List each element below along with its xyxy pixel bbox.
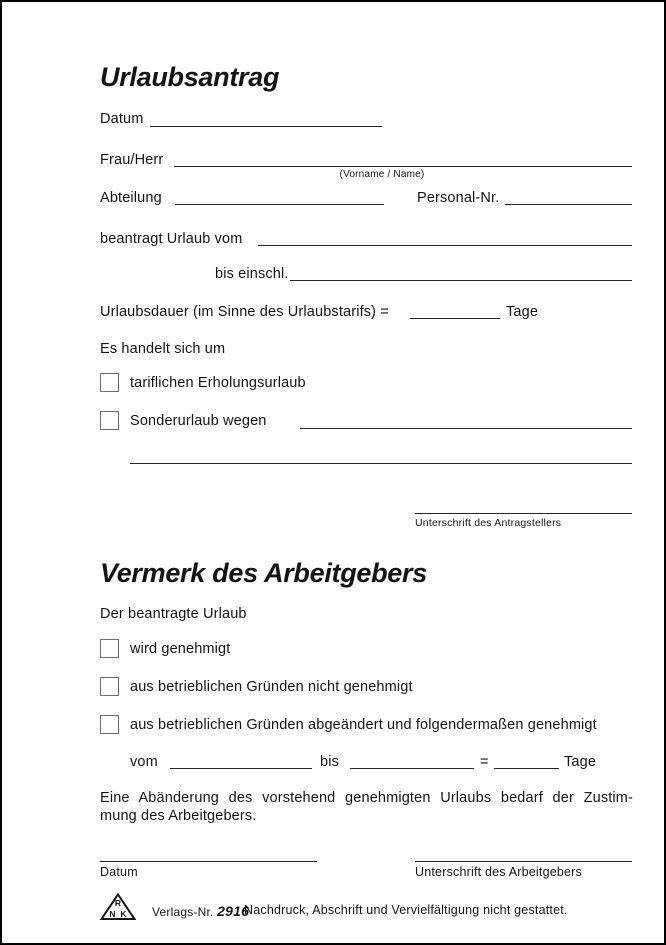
checkbox-abgeaendert-genehmigt[interactable] — [100, 715, 119, 734]
datum-field-line[interactable] — [150, 126, 382, 127]
verlags-nr-value: 2916 — [217, 903, 250, 919]
bis-label: bis — [320, 754, 339, 770]
checkbox-wird-genehmigt[interactable] — [100, 639, 119, 658]
checkbox-nicht-genehmigt[interactable] — [100, 677, 119, 696]
bis-einschl-label: bis einschl. — [215, 266, 289, 282]
geaendert-vom-field-line[interactable] — [170, 768, 312, 769]
abteilung-field-line[interactable] — [175, 204, 384, 205]
checkbox-wird-genehmigt-label: wird genehmigt — [130, 641, 231, 657]
sonderurlaub-grund-field-line-2[interactable] — [130, 463, 632, 464]
abaenderung-note — [100, 790, 633, 825]
abaenderung-note-line1: Eine Abänderung des vorstehend genehmigten Urlaubs bedarf der Zustim- — [100, 790, 633, 806]
personal-nr-label: Personal-Nr. — [417, 190, 500, 206]
geaendert-tage-field-line[interactable] — [494, 768, 559, 769]
checkbox-tariflicher-erholungsurlaub-label: tariflichen Erholungsurlaub — [130, 375, 306, 391]
urlaub-vom-field-line[interactable] — [258, 245, 632, 246]
checkbox-tariflicher-erholungsurlaub[interactable] — [100, 373, 119, 392]
checkbox-sonderurlaub-label: Sonderurlaub wegen — [130, 413, 267, 429]
abteilung-label: Abteilung — [100, 190, 162, 206]
abaenderung-note-line2: mung des Arbeitgebers. — [100, 807, 257, 824]
der-beantragte-urlaub-label: Der beantragte Urlaub — [100, 606, 247, 622]
logo-letter-n: N — [109, 909, 116, 919]
datum-arbeitgeber-line[interactable] — [100, 861, 317, 862]
bis-einschl-field-line[interactable] — [290, 280, 632, 281]
unterschrift-antragsteller-label: Unterschrift des Antragstellers — [415, 517, 562, 529]
tage-label: Tage — [506, 304, 539, 320]
vom-label: vom — [130, 754, 158, 770]
datum-bottom-label: Datum — [100, 865, 138, 879]
verlags-nr — [152, 903, 249, 919]
form-title: Urlaubsantrag — [100, 62, 280, 92]
name-field-line[interactable] — [174, 166, 632, 167]
unterschrift-antragsteller-line[interactable] — [415, 513, 632, 514]
unterschrift-arbeitgeber-line[interactable] — [415, 861, 632, 862]
tage-label-2: Tage — [564, 754, 597, 770]
beantragt-urlaub-vom-label: beantragt Urlaub vom — [100, 231, 243, 247]
unterschrift-arbeitgeber-label: Unterschrift des Arbeitgebers — [415, 865, 582, 879]
personal-nr-field-line[interactable] — [505, 204, 632, 205]
datum-label: Datum — [100, 111, 144, 127]
checkbox-nicht-genehmigt-label: aus betrieblichen Gründen nicht genehmigt — [130, 679, 413, 695]
verlags-nr-label: Verlags-Nr. — [152, 905, 214, 919]
equals-label: = — [480, 754, 489, 770]
sonderurlaub-grund-field-line[interactable] — [300, 428, 632, 429]
checkbox-sonderurlaub[interactable] — [100, 411, 119, 430]
geaendert-bis-field-line[interactable] — [350, 768, 474, 769]
logo-letter-k: K — [120, 909, 127, 919]
employer-section-title: Vermerk des Arbeitgebers — [100, 558, 427, 588]
es-handelt-sich-um-label: Es handelt sich um — [100, 341, 226, 357]
frau-herr-label: Frau/Herr — [100, 152, 164, 168]
vorname-name-hint: (Vorname / Name) — [339, 169, 425, 180]
rnk-logo-icon — [100, 893, 136, 921]
urlaubsdauer-tage-field-line[interactable] — [410, 318, 500, 319]
copyright-notice: Nachdruck, Abschrift und Vervielfältigung nicht gestattet. — [244, 903, 568, 917]
checkbox-abgeaendert-genehmigt-label: aus betrieblichen Gründen abgeändert und folgendermaßen genehmigt — [130, 717, 597, 733]
urlaubsdauer-label: Urlaubsdauer (im Sinne des Urlaubstarifs) = — [100, 304, 389, 320]
logo-letter-r: R — [114, 898, 122, 908]
